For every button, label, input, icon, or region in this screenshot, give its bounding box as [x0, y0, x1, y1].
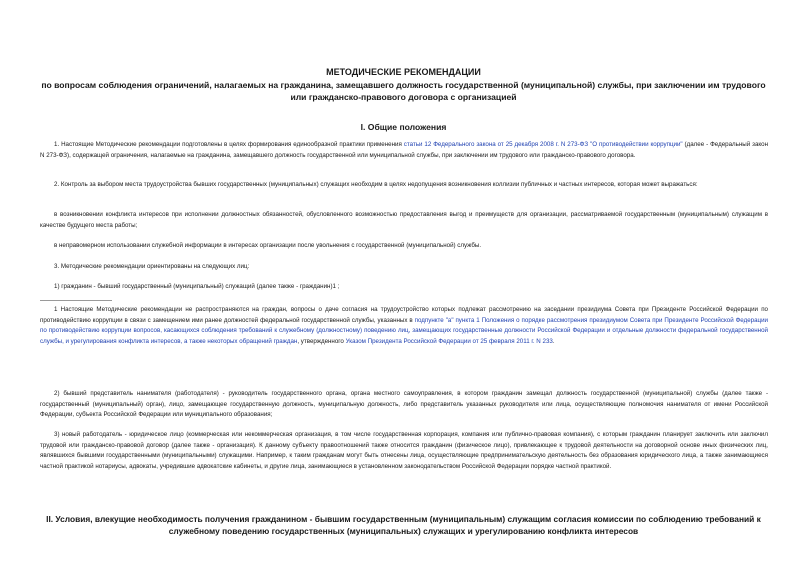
paragraph-1-text: 1. Настоящие Методические рекомендации подготовлены в целях формирования единообразной практики применения: [54, 141, 404, 148]
paragraph-1: [40, 140, 768, 161]
link-presidium-regulation[interactable]: подпункте "а" пункта 1 Положения о порядке рассмотрения президиумом Совета при Президенте Российской Федерации по противодействию коррупции вопросов, касающихся соблюдения требований к служебному (должностному) поведению лиц, замещающих государственные должности Российской Федерации и отдельные должности федеральной государственной службы, и урегулирования конфликта интересов, а также некоторых обращений граждан: [40, 316, 768, 345]
link-decree-233[interactable]: Указом Президента Российской Федерации от 25 февраля 2011 г. N 233: [345, 337, 553, 345]
paragraph-2a: в возникновении конфликта интересов при исполнении должностных обязанностей, обусловленного возможностью предоставления выгод и преимуществ для организации, рассматриваемой государственным (муниципальным) служащим в качестве будущего места работы;: [40, 211, 768, 229]
document-title: МЕТОДИЧЕСКИЕ РЕКОМЕНДАЦИИ: [326, 67, 481, 77]
paragraph-2: 2. Контроль за выбором места трудоустройства бывших государственных (муниципальных) служащих необходим в целях недопущения возникновения коллизии публичных и частных интересов, которая может выражаться:: [54, 181, 698, 188]
footnote-text-end: .: [552, 337, 555, 345]
section-heading-general: I. Общие положения: [360, 122, 447, 132]
paragraph-3: 3. Методические рекомендации ориентированы на следующих лиц:: [54, 263, 250, 270]
footnote-text: 1 Настоящие Методические рекомендации не распространяются на граждан, вопросы о даче согласия на трудоустройство которых подлежат рассмотрению на заседании президиума Совета при Президенте Российской Федерации по противодействию коррупции в связи с замещением ими ранее должностей федеральной государственной службы, указанных в: [40, 306, 768, 324]
link-law-273[interactable]: статьи 12 Федерального закона от 25 декабря 2008 г. N 273-ФЗ "О противодействии коррупции": [403, 141, 683, 148]
section-heading-conditions: II. Условия, влекущие необходимость получения гражданином - бывшим государственным (муниципальным) служащим согласия комиссии по соблюдению требований к служебному поведению государственных (муниципальных) служащих и урегулированию конфликта интересов: [46, 514, 761, 536]
paragraph-2b: в неправомерном использовании служебной информации в интересах организации после увольнения с государственной (муниципальной) службы.: [54, 242, 482, 249]
footnote-divider: [40, 300, 112, 301]
footnote-text-mid: , утвержденного: [297, 337, 346, 345]
paragraph-3-1: 1) гражданин - бывший государственный (муниципальный) служащий (далее также - гражданин)1 ;: [54, 283, 340, 290]
paragraph-3-3: 3) новый работодатель - юридическое лицо (коммерческая или некоммерческая организация, в том числе государственная корпорация, компания или публично-правовая компания), с которым гражданин планирует заключить или заключил трудовой или гражданско-правовой договор (далее также - организация). К данному субъекту правоотношений также относится гражданин (физическое лицо), привлекающее к трудовой деятельности на договорной основе иных физических лиц, являвшихся бывшими государственными (муниципальными) служащими. Например, к таким гражданам могут быть отнесены лица, осуществляющие предпринимательскую деятельность без образования юридического лица, а также занимающиеся частной практикой нотариусы, адвокаты, учредившие адвокатские кабинеты, и другие лица, занимающиеся в установленном законодательством Российской Федерации порядке частной практикой.: [40, 431, 768, 470]
document-subtitle: по вопросам соблюдения ограничений, налагаемых на гражданина, замещавшего должность государственной (муниципальной) службы, при заключении им трудового или гражданско-правового договора с организацией: [41, 80, 766, 102]
paragraph-3-2: 2) бывший представитель нанимателя (работодателя) - руководитель государственного органа, органа местного самоуправления, в котором гражданин замещал должность государственной (муниципальной) службы (далее также - государственный (муниципальный) орган), лицо, замещающее государственную должность, муниципальную должность, либо представитель указанных руководителя или лица, осуществляющие полномочия нанимателя от имени Российской Федерации, субъекта Российской Федерации или муниципального образования;: [40, 390, 768, 419]
footnote: [40, 305, 768, 347]
paragraph-1-text-end: (далее - Федеральный закон N 273-ФЗ), содержащей ограничения, налагаемые на гражданина, замещавшего должность государственной или муниципальной службы, при заключении им трудового или гражданско-правового договора.: [40, 141, 769, 159]
